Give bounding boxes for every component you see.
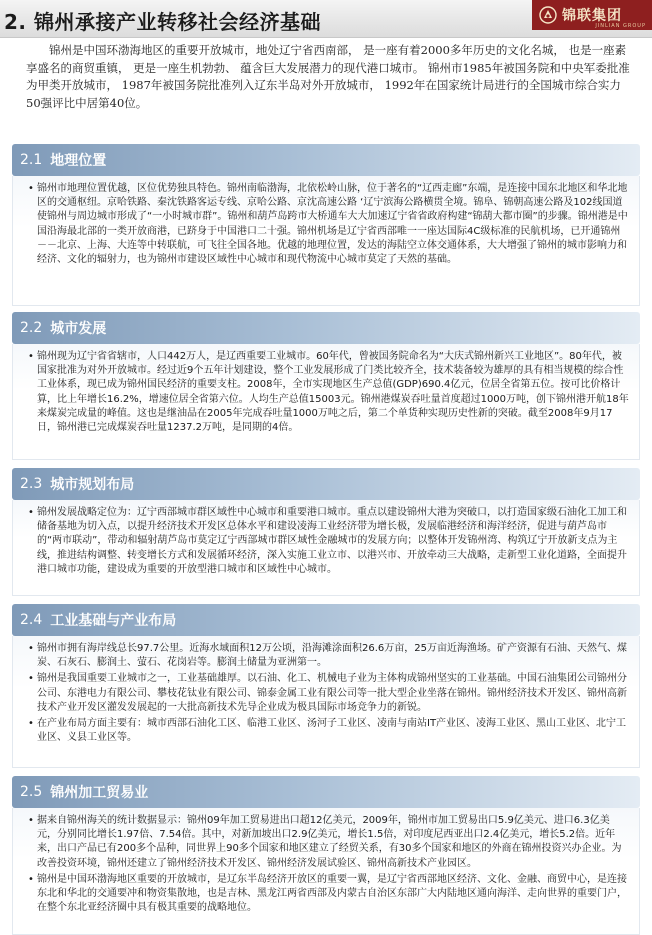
paragraph-text: 锦州是我国重要工业城市之一，工业基础雄厚。以石油、化工、机械电子业为主体构成锦州坚实的工业基础。中国石油集团公司锦州分公司、东港电力有限公司、攀枝花钛业有限公司、锦泰金属工业有限公司等一批大型企业坐落在锦州。锦州经济技术开发区、锦州高新技术产业开发区灌发发展起的一大批高新技术先导企业成为极具国际市场竞争力的新锐。 [37, 673, 627, 713]
section-header-urban-development [12, 312, 640, 344]
bullet-icon: • [28, 507, 34, 518]
bullet-icon: • [28, 351, 34, 362]
section-header-urban-planning [12, 468, 640, 500]
section-number: 2.2 [20, 320, 43, 336]
bullet-icon: • [28, 183, 34, 194]
bullet-icon: • [28, 673, 34, 685]
paragraph-text: 据来自锦州海关的统计数据显示：锦州09年加工贸易进出口超12亿美元，2009年，锦州市加工贸易出口5.9亿美元、进口6.3亿美元，分别同比增长1.97倍、7.54倍。其中，对新加坡出口2.9亿美元，增长1.5倍，对印度尼西亚出口2.4亿美元，增长5.2倍。近年来，出口产品已有200多个品种，同世界上90多个国家和地区建立了经贸关系，有30多个国家和地区的外商在锦州投资兴办企业。为改善投资环境，锦州还建立了锦州经济技术开发区、锦州经济发展试验区、锦州高新技术产业园区。 [37, 815, 622, 869]
header-bar [0, 0, 652, 38]
section-number: 2.1 [20, 152, 43, 168]
section-title: 锦州加工贸易业 [50, 785, 149, 801]
intro-paragraph: 锦州是中国环渤海地区的重要开放城市，地处辽宁省西南部， 是一座有着2000多年历史的文化名城， 也是一座素享盛名的商贸重镇， 更是一座生机勃勃、 蕴含巨大发展潜力的现代港口城市。 锦州市1985年被国务院和中央军委批准为甲类开放城市， 1987年被国务院批准列入辽东半岛对外开放城市， 1992年在国家统计局进行的全国城市综合实力50强评比中居第40位。 [26, 43, 630, 110]
section-body-processing-trade [12, 808, 640, 935]
section-body-urban-development [12, 344, 640, 460]
paragraph-text: 在产业布局方面主要有：城市西部石油化工区、临港工业区、汤河子工业区、凌南与南站IT产业区、凌海工业区、黑山工业区、北宁工业区、义县工业区等。 [37, 718, 627, 744]
paragraph [29, 672, 629, 715]
paragraph [29, 182, 629, 267]
section-number: 2.4 [20, 612, 43, 628]
section-number: 2.3 [20, 476, 43, 492]
section-body-industry [12, 636, 640, 768]
logo-subtext: JINLIAN GROUP [595, 23, 646, 29]
logo-text: 锦联集团 [562, 8, 622, 24]
section-header-industry [12, 604, 640, 636]
bullet-icon: • [28, 718, 34, 730]
paragraph-text: 锦州发展战略定位为：辽宁西部城市群区域性中心城市和重要港口城市。重点以建设锦州大港为突破口，以打造国家级石油化工加工和储备基地为切入点，以提升经济技术开发区总体水平和建设凌海工业经济带为增长极，发展临港经济和海洋经济，促进与葫芦岛市的“两市联动”，带动和辐射葫芦岛市莫定辽宁西部城市群区域性金融城市的发展方向；以整体开发锦州湾、构筑辽宁开放新支点为主线，推进结构调整、转变增长方式和发展循环经济，深入实施工业立市、以港兴市、开放牵动三大战略，走新型工业化道路，全面提升港口城市功能，建设成为重要的开放型港口城市和区域性中心城市。 [37, 507, 627, 575]
section-header-geography [12, 144, 640, 176]
bullet-icon: • [28, 873, 34, 885]
paragraph-text: 锦州市地理位置优越，区位优势独具特色。锦州南临渤海，北依松岭山脉，位于著名的“辽西走廊”东端，是连接中国东北地区和华北地区的交通枢纽。京哈铁路、秦沈铁路客运专线、京哈公路、京沈高速公路 ‘辽宁滨海公路横贯全境。锦阜、锦朝高速公路及102线国道使锦州与周边城市形成了“一小时城市群”。锦州和葫芦岛跨市大桥通车大大加速辽宁省省政府构建“锦葫大都市圈”的步骤。锦州港是中国沿海最北部的一类开放商港，已跻身于中国港口二十强。锦州机场是辽宁省西部唯一一座达国际4C级标准的民航机场，已开通锦州－－北京、上海、大连等中转联航，可飞往全国各地。优越的地理位置，发达的海陆空立体交通体系，大大增强了锦州的城市影响力和经济、文化的辐射力，也为锦州市建设区域性中心城市和现代物流中心城市莫定了天然的基础。 [37, 183, 628, 266]
section-number: 2.5 [20, 784, 43, 800]
paragraph [29, 717, 629, 745]
brand-logo [532, 0, 652, 30]
paragraph [29, 642, 629, 670]
section-header-processing-trade [12, 776, 640, 808]
paragraph [29, 506, 629, 577]
section-body-urban-planning [12, 500, 640, 596]
paragraph-text: 锦州是中国环渤海地区重要的开放城市，是辽东半岛经济开放区的重要一翼，是辽宁省西部地区经济、文化、金融、商贸中心，是连接东北和华北的交通要冲和物资集散地，也是吉林、黑龙江两省西部及内蒙古自治区东部广大内陆地区通向海洋、走向世界的重要门户，在整个东北亚经济圈中具有极其重要的战略地位。 [37, 873, 627, 914]
section-title: 地理位置 [50, 153, 107, 169]
section-title: 工业基础与产业布局 [50, 613, 177, 629]
logo-emblem-icon [538, 5, 558, 25]
page-title: 2. 锦州承接产业转移社会经济基础 [4, 10, 321, 34]
section-title: 城市规划布局 [50, 477, 135, 493]
paragraph [29, 873, 629, 916]
bullet-icon: • [28, 815, 34, 826]
paragraph [29, 350, 629, 435]
paragraph-text: 锦州市拥有海岸线总长97.7公里。近海水域面积12万公顷，沿海滩涂面积26.6万亩，25万亩近海渔场。矿产资源有石油、天然气、煤炭、石灰石、膨润土、萤石、花岗岩等。膨润土储量为亚洲第一。 [37, 643, 627, 669]
paragraph-text: 锦州现为辽宁省省辖市，人口442万人，是辽西重要工业城市。60年代，曾被国务院命名为“大庆式锦州新兴工业地区”。80年代，被国家批准为对外开放城市。经过近9个五年计划建设，整个工业发展形成了门类比较齐全，技术装备较为雄厚的具有相当规模的综合性工业体系，现已成为锦州国民经济的重要支柱。2008年，全市实现地区生产总值(GDP)690.4亿元，位居全省第五位。按可比价格计算，比上年增长16.2%，增速位居全省第六位。人均生产总值15003元。锦州港煤炭吞吐量首度超过1000万吨，创下锦州港开航18年来煤炭完成量的峰值。这也是继油品在2005年完成吞吐量1000万吨之后，第二个单货种实现历史性新的突破。截至2008年9月17日，锦州港已完成煤炭吞吐量1237.2万吨，是同期的4倍。 [37, 351, 629, 434]
paragraph [29, 814, 629, 871]
bullet-icon: • [28, 643, 34, 654]
section-title: 城市发展 [50, 321, 107, 337]
section-body-geography [12, 176, 640, 306]
